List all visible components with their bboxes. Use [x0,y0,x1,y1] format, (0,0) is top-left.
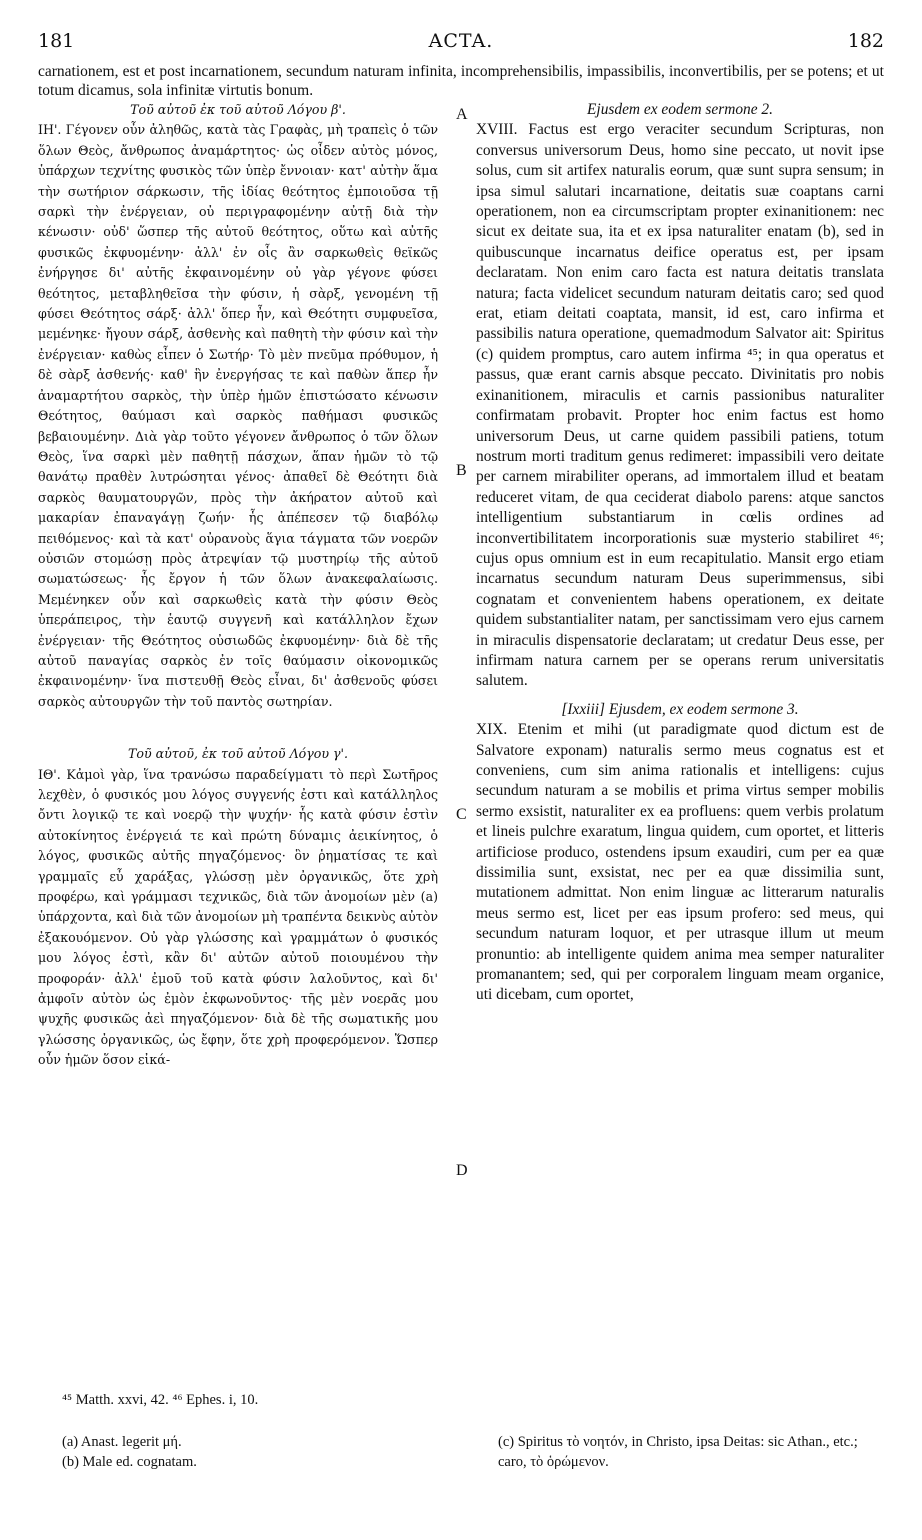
margin-marker-b: B [456,462,467,479]
latin-column [476,100,884,1006]
footnotes-left [62,1432,442,1472]
right-page-number: 182 [847,30,884,52]
latin-paragraph-19: XIX. Etenim et mihi (ut paradigmate quod dictum est de Salvatore exponam) naturalis sermo meus cognatus est et conveniens, cum sim anima rationalis et intelligens: cujus secundum naturam a se mobilis et prima virtus semper mobilis sermo exsistit, naturaliter ex ea profluens: quem verbis prolatum et lineis pulchre exaratum, lingua quidem, cum oportet, et litteris artificiose produco, ostendens ipsum exaudiri, cum per ea quæ dissimilia sunt, exsistat, nec per ea quæ dissimilia sunt, mutationem admittat. Non enim linguæ ac litterarum naturalis meus sermo est, licet per eas ipsum profero: sed meus, qui secundum naturam loquor, et per utrasque illum ut meum pronuntio: ab intelligente quidem anima mea semper naturaliter promanantem; sed, qui per corporalem linguam meam organice, uti dicebam, cum oportet, [476,721,884,1004]
footnote-c: (c) Spiritus τὸ νοητόν, in Christo, ipsa Deitas: sic Athan., etc.; caro, τὸ ὁρώμενον. [498,1434,858,1470]
margin-marker-a: A [456,106,468,123]
running-header [38,30,884,58]
intro-paragraph: carnationem, est et post incarnationem, secundum naturam infinita, incomprehensibilis, impassibilis, inconvertibilis, per se potens; et ut totum dicamus, sola infinitæ virtutis bonum. [38,63,884,99]
greek-paragraph-19: ΙΘ'. Κἀμοὶ γὰρ, ἵνα τρανώσω παραδείγματι τὸ περὶ Σωτῆρος λεχθὲν, ὁ φυσικός μου λόγος συγγενής ἐστι καὶ κατάλληλος ὄντι λογικῷ τε καὶ νοερῷ τὴν ψυχήν· ἧς κατὰ φύσιν ἐστὶν αὐτοκίνητος ἐνέργειά τε καὶ πρώτη δύναμις ἀεικίνητος, ὁ λόγος, φυσικῶς αὐτῆς πηγαζόμενος· ὃν ῥηματίσας τε καὶ γραμμαῖς εὖ χαράξας, γλώσσῃ μὲν ὀργανικῶς, ὅτε χρὴ προφέρω, καὶ γράμμασι τεχνικῶς, διὰ τῶν ἀνομοίων μὲν (a) ὑπάρχοντα, καὶ διὰ τῶν ἀνομοίων μὴ τραπέντα δεικνὺς αὐτὸν ἐξακουόμενον. Οὐ γὰρ γλώσσης καὶ γραμμάτων ὁ φυσικός μου λόγος ἐστὶ, κἂν δι' αὐτῶν αὐτοῦ ποιουμένου τὴν προφοράν· ἀλλ' ἐμοῦ τοῦ κατὰ φύσιν λαλοῦντος, καὶ δι' ἀμφοῖν αὐτὸν ὡς ἐμὸν ἐκφωνοῦντος· τῆς μὲν νοερᾶς μου ψυχῆς φυσικῶς ἀεὶ πηγαζόμενον· διὰ δὲ τῆς σωματικῆς μου γλώσσης ὀργανικῶς, ὡς ἔφην, ὅτε χρὴ προφερόμενον. Ὥσπερ οὖν ἡμῶν ὅσον εἰκά- [38,766,438,1068]
left-page-number: 181 [38,30,75,52]
footnotes-right [498,1432,888,1472]
scripture-references: ⁴⁵ Matth. xxvi, 42. ⁴⁶ Ephes. i, 10. [62,1392,259,1408]
latin-paragraph-18: XVIII. Factus est ergo veraciter secundum Scripturas, non conversus universorum Deus, homo sine peccato, ut novit ipse solus, cum sit artifex naturalis eorum, quæ sunt supra sensum; in ipsa simul salutari incarnatione, deitatis suæ coaptans carni operationem, non ea circumscriptam propter exinanitionem: nec sicut ex deitate sua, ita et ex ipsa naturaliter enatam (b), sed in quibuscunque incarnatus deifice operatus est, per ipsam declaratam. Non enim caro facta est natura deitatis translata natura; facta videlicet secundum naturam deitatis caro; sed quod erat, etiam deitati coaptata, mansit, id est, caro infirma et passibilis natura operatione, quemadmodum Salvator ait: Spiritus (c) quidem promptus, caro autem infirma ⁴⁵; in qua operatus et passus, quæ erant carnis absque peccato. Divinitatis pro nobis exinanitionem, miraculis et carnis passionibus naturaliter confirmatam probavit. Propter hoc enim factus est homo universorum Deus, ut carne quidem passibili patiens, totum nostrum morti traditum genus redimeret: impassibili vero deitate per carnem mirabiliter operans, ad immortalem illud et beatam reduceret vitam, de qua ceciderat diabolo parens: atque sanctos intelligentium substantiarum in cœlis ordines ad inconvertibilitatem incorporationis suæ mysterio stabiliret ⁴⁶; cujus opus omnium est in eum recapitulatio. Mansit ergo etiam incarnatus secundum naturam Deus superimmensus, sibi cognatam et convenientem habens operationem, ex deitate quidem substantialiter natam, per sanctissimam vero ejus carnem in miraculis dispensatorie declaratam; ut credatur Deus esse, per infirmam natura carnem per se operans rerum universitatis salutem. [476,121,884,690]
running-title: ACTA. [428,30,494,52]
latin-section-title-2: [Ixxiii] Ejusdem, ex eodem sermone 3. [561,700,799,718]
greek-paragraph-18: ΙΗ'. Γέγονεν οὖν ἀληθῶς, κατὰ τὰς Γραφὰς, μὴ τραπεὶς ὁ τῶν ὅλων Θεὸς, ἄνθρωπος ἀναμάρτητος· ὡς οἶδεν αὐτὸς μόνος, ὑπάρχων τεχνίτης φυσικὸς τῶν ὑπὲρ ἔννοιαν· κατ' αὐτὴν ἅμα τὴν σωτήριον σάρκωσιν, τῆς ἰδίας θεότητος ἐμποιοῦσα τῇ σαρκὶ τὴν ἐνέργειαν, οὐ περιγραφομένην αὐτῇ διὰ τὴν κένωσιν· οὐδ' ὥσπερ τῆς αὐτοῦ θεότητος, οὕτω καὶ αὐτῆς φυσικῶς ἐκφυομένην· ἀλλ' ἐν οἷς ἂν σαρκωθεὶς θεϊκῶς ἐνήργησε δι' αὐτῆς ἐκφαινομένην οὐ γὰρ γέγονε φύσει θεότητος, μεταβληθεῖσα τὴν φύσιν, ἡ σὰρξ, γενομένη τῇ φύσει Θεότητος σάρξ· ἀλλ' ὅπερ ἦν, καὶ Θεότητι συμφυεῖσα, μεμένηκε· ἤγουν σάρξ, ἀσθενὴς καὶ παθητὴ τὴν φύσιν καὶ τὴν ἐνέργειαν· καθὼς εἶπεν ὁ Σωτήρ· Τὸ μὲν πνεῦμα πρόθυμον, ἡ δὲ σὰρξ ἀσθενής· καθ' ἣν ἐνεργήσας τε καὶ παθὼν ἅπερ ἦν ἀναμαρτήτου σαρκὸς, τὴν ὑπὲρ ἡμῶν ἐπιστώσατο κένωσιν Θεότητος, θαύμασι καὶ σαρκὸς παθήμασι φυσικῶς βεβαιουμένην. Διὰ γὰρ τοῦτο γέγονεν ἄνθρωπος ὁ τῶν ὅλων Θεὸς, ἵνα σαρκὶ μὲν παθητῇ πάσχων, ἅπαν ἡμῶν τὸ τῷ θανάτῳ πραθὲν λυτρώσηται γένος· ἀπαθεῖ δὲ Θεότητι διὰ σαρκὸς θαυματουργῶν, πρὸς τὴν ἀκήρατον αὐτοῦ καὶ μακαρίαν ἐπαναγάγῃ ζωήν· ἧς ἀπέπεσεν τῷ διαβόλῳ πειθόμενος· καὶ τὰ κατ' οὐρανοὺς ἅγια τάγματα τῶν νοερῶν οὐσιῶν στομώσῃ πρὸς ἀτρεψίαν τῷ μυστηρίῳ τῆς αὐτοῦ σωματώσεως· ἧς ἔργον ἡ τῶν ὅλων ἀνακεφαλαίωσις. Μεμένηκεν οὖν καὶ σαρκωθεὶς κατὰ τὴν φύσιν Θεὸς ὑπεράπειρος, τὴν ἑαυτῷ συγγενῆ καὶ κατάλληλον ἔχων ἐνέργειαν· τῆς Θεότητος οὐσιωδῶς ἐκφυομένην· διὰ δὲ τῆς αὐτοῦ παναγίας σαρκὸς ἐν τοῖς θαύμασιν οἰκονομικῶς ἐκφαινομένην· ἵνα πιστευθῇ Θεὸς εἶναι, δι' ἀσθενοῦς φύσει σαρκὸς αὐτουργῶν τὴν τοῦ παντὸς σωτηρίαν. [38,122,438,709]
greek-section-title-2: Τοῦ αὐτοῦ, ἐκ τοῦ αὐτοῦ Λόγου γ'. [127,746,349,762]
margin-marker-c: C [456,806,467,823]
greek-column [38,100,438,1071]
footnote-b: (b) Male ed. cognatam. [62,1454,197,1470]
greek-section-title-1: Τοῦ αὐτοῦ ἐκ τοῦ αὐτοῦ Λόγου β'. [130,102,346,117]
latin-section-title-1: Ejusdem ex eodem sermone 2. [587,101,773,118]
margin-marker-d: D [456,1162,468,1179]
footnote-a: (a) Anast. legerit μή. [62,1434,182,1450]
